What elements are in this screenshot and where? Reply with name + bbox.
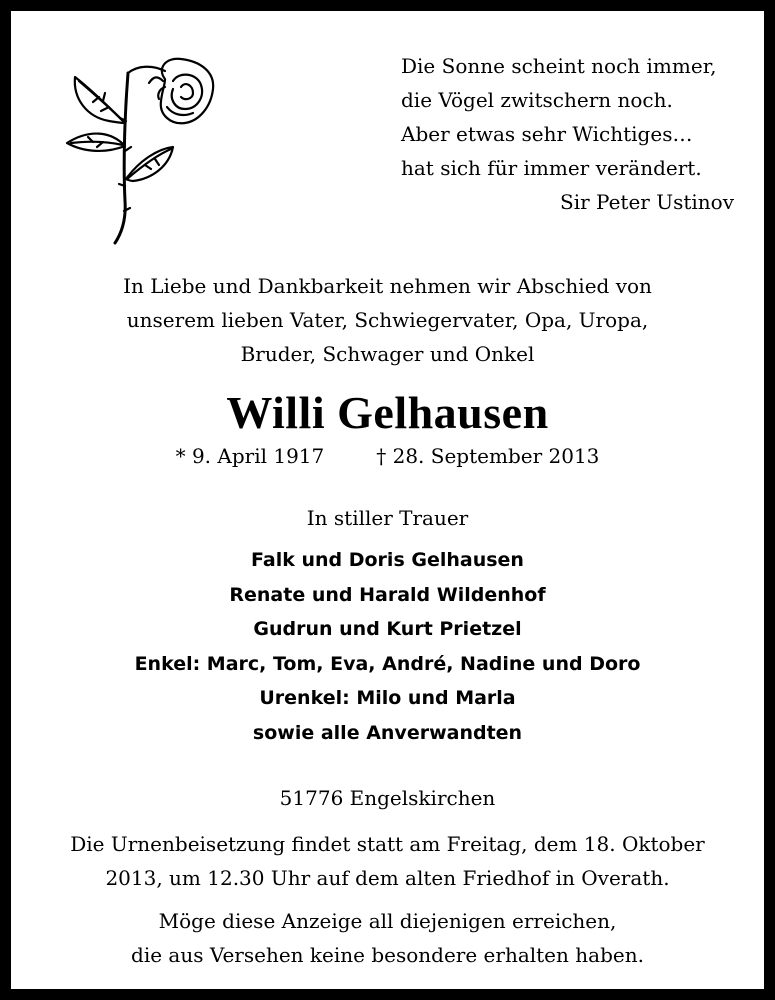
intro-line: In Liebe und Dankbarkeit nehmen wir Abschied von xyxy=(123,274,652,298)
quote-author: Sir Peter Ustinov xyxy=(560,190,734,214)
intro-line: Bruder, Schwager und Onkel xyxy=(240,342,535,366)
location: 51776 Engelskirchen xyxy=(279,786,496,810)
quote-line: die Vögel zwitschern noch. xyxy=(401,88,673,112)
intro-line: unserem lieben Vater, Schwiegervater, Opa, Uropa, xyxy=(126,308,649,332)
burial-line: 2013, um 12.30 Uhr auf dem alten Friedhof in Overath. xyxy=(105,866,670,890)
burial-info xyxy=(11,827,764,895)
mourner-line: Renate und Harald Wildenhof xyxy=(229,583,546,606)
mourner-line: Falk und Doris Gelhausen xyxy=(251,549,524,571)
rose-icon xyxy=(53,51,223,251)
death-date: † 28. September 2013 xyxy=(376,444,600,468)
quote-line: Aber etwas sehr Wichtiges… xyxy=(401,122,693,146)
deceased-name: Willi Gelhausen xyxy=(226,387,549,438)
life-dates xyxy=(11,441,764,471)
closing-notice xyxy=(11,904,764,972)
notice-line: Möge diese Anzeige all diejenigen erreichen, xyxy=(158,909,617,933)
mourning-heading: In stiller Trauer xyxy=(306,506,469,530)
notice-line: die aus Versehen keine besondere erhalten haben. xyxy=(131,943,644,967)
mourner-line: sowie alle Anverwandten xyxy=(252,721,523,744)
quote-line: hat sich für immer verändert. xyxy=(401,156,702,180)
mourner-line: Gudrun und Kurt Prietzel xyxy=(253,618,522,640)
birth-date: * 9. April 1917 xyxy=(175,444,325,468)
intro-text xyxy=(11,269,764,371)
quote-line: Die Sonne scheint noch immer, xyxy=(401,54,717,78)
mourners-list xyxy=(11,543,764,750)
mourner-line: Urenkel: Milo und Marla xyxy=(259,687,516,709)
burial-line: Die Urnenbeisetzung findet statt am Freitag, dem 18. Oktober xyxy=(70,832,705,856)
mourner-line: Enkel: Marc, Tom, Eva, André, Nadine und Doro xyxy=(134,652,641,675)
quote-block xyxy=(401,49,746,219)
